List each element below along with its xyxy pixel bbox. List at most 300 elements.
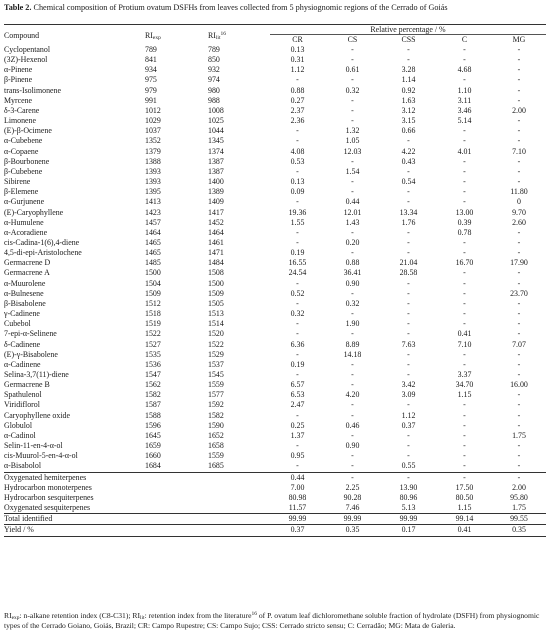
summary-value-cs: 0.35 — [325, 525, 380, 536]
value-cr: - — [296, 237, 299, 247]
ri-exp-value: 1379 — [145, 146, 161, 156]
value-c: - — [463, 136, 466, 146]
table-row — [4, 360, 546, 370]
value-c: - — [463, 45, 466, 54]
table-row — [4, 289, 546, 299]
value-c: 3.11 — [457, 95, 472, 105]
summary-label: Total identified — [4, 514, 270, 525]
value-mg: - — [517, 75, 521, 85]
ri-exp-value: 1588 — [145, 410, 161, 420]
summary-value-c: 0.41 — [437, 525, 492, 536]
value-mg: - — [517, 278, 521, 288]
summary-value-mg: 0.35 — [492, 525, 546, 536]
summary-value-mg: - — [492, 472, 546, 483]
ri-lit-value: 1008 — [208, 105, 224, 115]
ri-exp-value: 1413 — [145, 197, 161, 207]
value-cs: 0.20 — [345, 237, 360, 247]
value-cr: - — [296, 349, 299, 359]
ri-lit-value: 1471 — [208, 248, 224, 258]
ri-lit-value: 1590 — [208, 420, 224, 430]
table-footnote: $RI_{exp}$: n-alkane retention index (C8-C31); $RI_{lit}$: retention index from the literature$^{16}$ of P. ovatum leaf dichloromethane soluble fraction of hydrolate (DSFH) from physiognomic types of the Cerrado Goiano, Goiás, Brazil; CR: Campo Rupestre; CS: Campo Sujo; CSS: Cerrado stricto sensu; C: Cerradão; MG: Mata de Galeria. — [4, 611, 540, 630]
region-header-cs: CS — [347, 35, 358, 44]
table-row — [4, 319, 546, 329]
compound-name: (E)-γ-Bisabolene — [4, 349, 58, 359]
ri-lit-value: 1400 — [208, 177, 224, 187]
summary-value-css: 13.90 — [399, 482, 418, 492]
value-c: 0.78 — [457, 227, 472, 237]
summary-value-cr: 80.98 — [288, 492, 307, 502]
value-css: - — [407, 248, 410, 258]
compound-name: Cubebol — [4, 319, 31, 329]
value-css: - — [407, 197, 410, 207]
ri-lit-value: 1529 — [208, 349, 224, 359]
table-row — [4, 177, 546, 187]
compound-header: Compound — [4, 30, 40, 40]
table-row — [4, 380, 546, 390]
value-css: 3.42 — [401, 380, 416, 390]
ri-exp-value: 1393 — [145, 177, 161, 187]
value-c: - — [463, 166, 466, 176]
table-body — [4, 45, 546, 538]
ri-lit-value: 1520 — [208, 329, 224, 339]
summary-value-cs: 99.99 — [325, 514, 380, 525]
summary-value-c: 99.14 — [437, 514, 492, 525]
value-mg: - — [517, 156, 521, 166]
table-row — [4, 45, 546, 55]
value-c: - — [463, 441, 466, 451]
value-cr: - — [296, 441, 299, 451]
value-css: - — [407, 288, 410, 298]
value-mg: - — [517, 166, 521, 176]
value-cr: 4.08 — [290, 146, 305, 156]
value-cs: 0.90 — [345, 441, 360, 451]
ri-exp-value: 975 — [145, 75, 157, 85]
value-mg: 17.90 — [510, 258, 528, 268]
compound-name: 4,5-di-epi-Aristolochene — [4, 248, 82, 258]
table-row — [4, 167, 546, 177]
value-cs: 1.32 — [345, 126, 360, 136]
value-cs: - — [351, 451, 354, 461]
value-css: 0.92 — [401, 85, 416, 95]
compound-name: α-Pinene — [4, 65, 33, 75]
ri-exp-value: 934 — [145, 65, 157, 75]
value-mg: 1.75 — [512, 430, 526, 440]
value-mg: - — [517, 85, 521, 95]
value-cs: 0.46 — [345, 420, 360, 430]
value-mg: - — [517, 126, 521, 136]
value-cs: - — [351, 75, 354, 85]
value-c: 16.70 — [455, 258, 474, 268]
value-cr: - — [296, 136, 299, 146]
ri-lit-header: $RI_{lit}^{16}$ — [208, 30, 226, 41]
compound-name: Cyclopentanol — [4, 45, 51, 54]
value-cs: - — [351, 177, 354, 187]
ri-lit-value: 1025 — [208, 116, 224, 126]
compound-name: 7-epi-α-Selinene — [4, 329, 57, 339]
value-cr: - — [296, 75, 299, 85]
value-c: 13.00 — [455, 207, 474, 217]
value-css: 3.28 — [401, 65, 416, 75]
value-mg: - — [517, 441, 521, 451]
table-row — [4, 136, 546, 146]
value-c: 3.46 — [457, 105, 472, 115]
table-row — [4, 411, 546, 421]
value-css: 13.34 — [399, 207, 418, 217]
ri-lit-value: 1592 — [208, 400, 224, 410]
value-c: - — [463, 309, 466, 319]
value-c: - — [463, 197, 466, 207]
ri-lit-value: 1345 — [208, 136, 224, 146]
value-cs: 0.61 — [345, 65, 360, 75]
region-header-cr: CR — [292, 35, 303, 44]
value-mg: 9.70 — [512, 207, 526, 217]
value-mg: - — [517, 177, 521, 187]
value-cr: 0.27 — [290, 95, 305, 105]
value-c: 34.70 — [455, 380, 474, 390]
summary-value-cr: 7.00 — [290, 482, 305, 492]
value-cr: - — [296, 370, 299, 379]
value-css: - — [407, 441, 410, 451]
value-mg: - — [517, 227, 521, 237]
summary-row — [4, 493, 546, 503]
ri-lit-value: 1387 — [208, 156, 224, 166]
ri-exp-value: 1522 — [145, 329, 161, 339]
compound-name: trans-Isolimonene — [4, 85, 61, 95]
summary-value-cs: 7.46 — [345, 503, 360, 513]
value-css: 21.04 — [399, 258, 418, 268]
value-mg: - — [517, 248, 521, 258]
value-cr: - — [296, 227, 299, 237]
value-css: 3.09 — [401, 390, 416, 400]
ri-exp-value: 1582 — [145, 390, 161, 400]
compound-name: (E)-Caryophyllene — [4, 207, 64, 217]
value-cr: 6.53 — [290, 390, 305, 400]
summary-value-cs: 2.25 — [345, 482, 360, 492]
compound-name: Selina-3,7(11)-diene — [4, 370, 69, 379]
ri-lit-value: 932 — [208, 65, 220, 75]
value-css: - — [407, 451, 410, 461]
value-mg: - — [517, 268, 521, 278]
table-row — [4, 157, 546, 167]
compound-name: Selin-11-en-4-α-ol — [4, 441, 63, 451]
table-row — [4, 370, 546, 380]
ri-lit-value: 1577 — [208, 390, 224, 400]
value-cs: 14.18 — [343, 349, 362, 359]
value-cr: - — [296, 126, 299, 136]
summary-value-c: 80.50 — [455, 492, 474, 502]
compound-name: β-Cubebene — [4, 166, 43, 176]
composition-table — [4, 25, 546, 538]
value-c: - — [463, 410, 466, 420]
value-c: 1.15 — [457, 390, 472, 400]
compound-name: α-Cadinol — [4, 430, 36, 440]
ri-exp-value: 1660 — [145, 451, 161, 461]
summary-value-css: 99.99 — [380, 514, 437, 525]
summary-row — [4, 503, 546, 514]
ri-lit-value: 1513 — [208, 309, 224, 319]
value-mg: 11.80 — [510, 187, 528, 197]
value-mg: - — [517, 451, 521, 461]
ri-lit-value: 1409 — [208, 197, 224, 207]
summary-value-cs: 90.28 — [343, 492, 362, 502]
table-row — [4, 208, 546, 218]
compound-name: (E)-β-Ocimene — [4, 126, 52, 136]
value-cr: 0.13 — [290, 177, 305, 187]
compound-name: Globulol — [4, 420, 33, 430]
value-css: - — [407, 45, 410, 54]
summary-value-cs: - — [325, 472, 380, 483]
summary-row — [4, 472, 546, 483]
ri-exp-value: 1485 — [145, 258, 161, 268]
value-c: 0.39 — [457, 217, 472, 227]
value-cs: 1.54 — [345, 166, 360, 176]
value-cr: 1.55 — [290, 217, 305, 227]
value-cr: 6.57 — [290, 380, 305, 390]
value-cs: 0.44 — [345, 197, 360, 207]
value-cs: - — [351, 95, 354, 105]
value-c: 4.01 — [457, 146, 472, 156]
table-row — [4, 126, 546, 136]
summary-value-css: - — [380, 472, 437, 483]
value-c: - — [463, 400, 466, 410]
compound-name: α-Muurolene — [4, 278, 46, 288]
summary-label: Hydrocarbon sesquiterpenes — [4, 492, 94, 502]
value-cs: - — [351, 329, 354, 339]
ri-lit-value: 1389 — [208, 187, 224, 197]
value-c: - — [463, 359, 466, 369]
ri-exp-value: 1519 — [145, 319, 161, 329]
compound-name: Spathulenol — [4, 390, 42, 400]
value-cs: 12.03 — [343, 146, 362, 156]
value-c: 0.41 — [457, 329, 472, 339]
summary-value-css: 0.17 — [380, 525, 437, 536]
value-mg: - — [517, 95, 521, 105]
table-row — [4, 340, 546, 350]
value-css: 0.37 — [401, 420, 416, 430]
ri-exp-value: 1393 — [145, 166, 161, 176]
value-cs: - — [351, 461, 354, 471]
table-row — [4, 218, 546, 228]
ri-exp-value: 1509 — [145, 288, 161, 298]
summary-value-mg: 99.55 — [492, 514, 546, 525]
ri-lit-value: 1484 — [208, 258, 224, 268]
value-cs: - — [351, 370, 354, 379]
compound-name: β-Elemene — [4, 187, 39, 197]
ri-lit-value: 1508 — [208, 268, 224, 278]
ri-exp-value: 1388 — [145, 156, 161, 166]
value-c: - — [463, 187, 466, 197]
compound-name: Germacrene B — [4, 380, 50, 390]
table-row — [4, 248, 546, 258]
table-row — [4, 238, 546, 248]
value-cr: 0.88 — [290, 85, 305, 95]
ri-lit-value: 850 — [208, 55, 220, 65]
value-mg: - — [517, 309, 521, 319]
value-cs: - — [351, 248, 354, 258]
ri-exp-value: 1464 — [145, 227, 161, 237]
value-mg: - — [517, 329, 521, 339]
table-caption-text: Chemical composition of Protium ovatum DSFHs from leaves collected from 5 physiognomic regions of the Cerrado of Goiás — [33, 3, 448, 12]
value-cr: - — [296, 298, 299, 308]
ri-lit-value: 988 — [208, 95, 220, 105]
value-css: - — [407, 319, 410, 329]
table-row — [4, 451, 546, 461]
value-c: - — [463, 278, 466, 288]
value-css: 3.12 — [401, 105, 416, 115]
value-cr: 0.31 — [290, 55, 305, 65]
value-cs: - — [351, 156, 354, 166]
value-mg: - — [517, 400, 521, 410]
value-cr: 0.13 — [290, 45, 305, 54]
value-css: 1.14 — [401, 75, 416, 85]
value-c: - — [463, 420, 466, 430]
value-mg: - — [517, 420, 521, 430]
ri-exp-header: $RI_{exp}$ — [145, 30, 161, 41]
value-mg: 0 — [517, 197, 521, 207]
ri-lit-value: 789 — [208, 45, 220, 54]
compound-name: (3Z)-Hexenol — [4, 55, 48, 65]
summary-label: Yield / % — [4, 525, 270, 536]
ri-lit-value: 1461 — [208, 237, 224, 247]
value-c: - — [463, 268, 466, 278]
value-css: 0.55 — [401, 461, 416, 471]
header-row-1 — [4, 25, 546, 35]
value-cr: 1.37 — [290, 430, 305, 440]
value-cr: 0.19 — [290, 359, 305, 369]
compound-name: α-Humulene — [4, 217, 44, 227]
value-c: 1.10 — [457, 85, 472, 95]
value-c: 7.10 — [457, 339, 472, 349]
ri-exp-value: 1465 — [145, 248, 161, 258]
value-mg: - — [517, 349, 521, 359]
value-cs: - — [351, 410, 354, 420]
table-row — [4, 268, 546, 278]
relative-percentage-header: Relative percentage / % — [270, 25, 546, 35]
ri-exp-value: 841 — [145, 55, 157, 65]
value-c: - — [463, 55, 466, 65]
value-c: - — [463, 177, 466, 187]
compound-name: cis-Muurol-5-en-4-α-ol — [4, 451, 78, 461]
value-cr: 24.54 — [288, 268, 307, 278]
value-cs: 0.90 — [345, 278, 360, 288]
value-cs: 8.89 — [345, 339, 360, 349]
value-cr: 0.25 — [290, 420, 305, 430]
table-row — [4, 55, 546, 65]
value-c: - — [463, 248, 466, 258]
value-c: 5.14 — [457, 116, 472, 126]
table-row — [4, 96, 546, 106]
compound-name: cis-Cadina-1(6),4-diene — [4, 237, 80, 247]
value-c: - — [463, 430, 466, 440]
ri-exp-value: 789 — [145, 45, 157, 54]
table-row — [4, 299, 546, 309]
value-css: - — [407, 278, 410, 288]
value-cs: 1.05 — [345, 136, 360, 146]
value-cs: - — [351, 309, 354, 319]
table-row — [4, 461, 546, 472]
summary-row — [4, 483, 546, 493]
ri-lit-value: 1652 — [208, 430, 224, 440]
value-cs: - — [351, 359, 354, 369]
ri-exp-value: 1562 — [145, 380, 161, 390]
summary-value-c: 1.15 — [457, 503, 472, 513]
table-row — [4, 228, 546, 238]
ri-exp-value: 991 — [145, 95, 157, 105]
ri-lit-value: 1658 — [208, 441, 224, 451]
value-mg: - — [517, 45, 521, 54]
value-cr: - — [296, 461, 299, 471]
value-css: - — [407, 430, 410, 440]
ri-exp-value: 1457 — [145, 217, 161, 227]
compound-name: Caryophyllene oxide — [4, 410, 70, 420]
summary-value-mg: 1.75 — [512, 503, 526, 513]
ri-lit-value: 1505 — [208, 298, 224, 308]
ri-lit-value: 1522 — [208, 339, 224, 349]
table-row — [4, 86, 546, 96]
table-row — [4, 75, 546, 85]
ri-exp-value: 1037 — [145, 126, 161, 136]
value-cr: 1.12 — [290, 65, 305, 75]
value-mg: 7.07 — [512, 339, 526, 349]
value-cr: - — [296, 166, 299, 176]
value-cr: 2.47 — [290, 400, 305, 410]
table-row — [4, 421, 546, 431]
ri-lit-value: 1452 — [208, 217, 224, 227]
value-cs: 12.01 — [343, 207, 362, 217]
value-cr: - — [296, 410, 299, 420]
table-row — [4, 279, 546, 289]
value-cr: - — [296, 329, 299, 339]
value-mg: - — [517, 359, 521, 369]
value-c: - — [463, 349, 466, 359]
ri-exp-value: 979 — [145, 85, 157, 95]
summary-label: Oxygenated hemiterpenes — [4, 472, 270, 483]
summary-value-cr: 0.44 — [270, 472, 325, 483]
table-row — [4, 197, 546, 207]
ri-exp-value: 1500 — [145, 268, 161, 278]
ri-lit-value: 974 — [208, 75, 220, 85]
table-row — [4, 106, 546, 116]
ri-lit-value: 1545 — [208, 370, 224, 379]
value-css: - — [407, 400, 410, 410]
ri-lit-value: 1387 — [208, 166, 224, 176]
value-css: - — [407, 187, 410, 197]
value-cs: - — [351, 380, 354, 390]
value-c: - — [463, 298, 466, 308]
value-mg: 2.00 — [512, 105, 526, 115]
value-cr: - — [296, 278, 299, 288]
value-cs: - — [351, 45, 354, 54]
value-css: - — [407, 359, 410, 369]
value-mg: - — [517, 410, 521, 420]
ri-exp-value: 1395 — [145, 187, 161, 197]
value-css: - — [407, 329, 410, 339]
compound-name: Germacrene D — [4, 258, 51, 268]
compound-name: α-Cubebene — [4, 136, 43, 146]
value-cr: 0.19 — [290, 248, 305, 258]
value-cr: - — [296, 197, 299, 207]
table-row — [4, 390, 546, 400]
value-cr: 0.95 — [290, 451, 305, 461]
value-cr: 0.53 — [290, 156, 305, 166]
ri-exp-value: 1465 — [145, 237, 161, 247]
value-mg: 2.60 — [512, 217, 526, 227]
value-cs: - — [351, 227, 354, 237]
value-cr: 6.36 — [290, 339, 305, 349]
ri-lit-value: 1417 — [208, 207, 224, 217]
value-css: 1.76 — [401, 217, 416, 227]
value-mg: 16.00 — [510, 380, 528, 390]
